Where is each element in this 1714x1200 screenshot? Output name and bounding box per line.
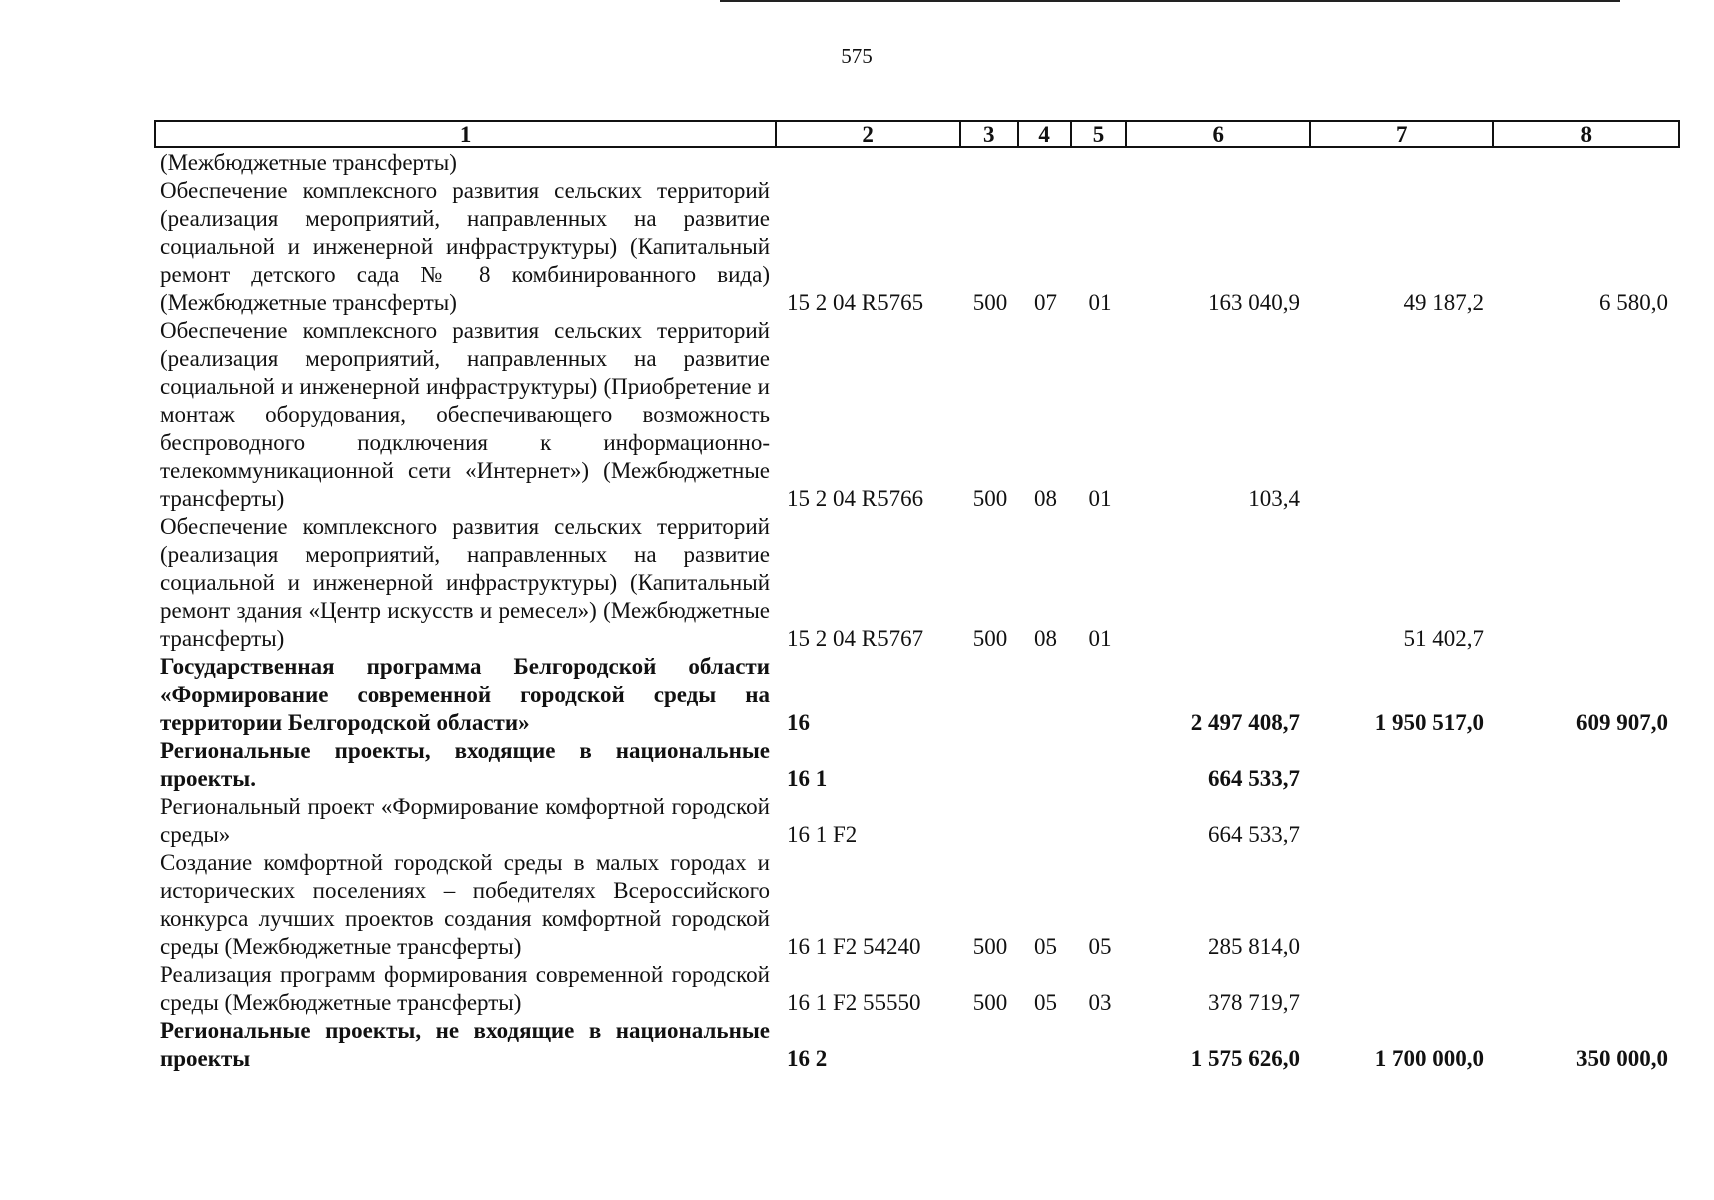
row-col3: 500 [972, 990, 1008, 1015]
row-value-6: 378 719,7 [1208, 990, 1300, 1015]
column-header-2: 2 [777, 122, 961, 146]
row-name: Обеспечение комплексного развития сельских территорий (реализация мероприятий, направленных на развитие социальной и инженерной инфраструктуры) (Капитальный ремонт детского сада № 8 комбинированного вида) (Межбюджетные трансферты) [160, 178, 770, 315]
row-col4: 08 [1034, 486, 1057, 511]
row-value-6: 2 497 408,7 [1190, 710, 1300, 735]
row-code: 16 [787, 710, 810, 735]
table-body [154, 149, 1680, 1073]
table-row [154, 653, 1680, 737]
row-value-8: 6 580,0 [1599, 290, 1668, 315]
table-row [154, 737, 1680, 793]
row-col4: 08 [1034, 626, 1057, 651]
row-value-7: 49 187,2 [1403, 290, 1484, 315]
column-header-8: 8 [1580, 122, 1592, 147]
row-col5: 01 [1088, 290, 1112, 315]
row-value-7: 1 700 000,0 [1374, 1046, 1484, 1071]
row-name: Обеспечение комплексного развития сельских территорий (реализация мероприятий, направленных на развитие социальной и инженерной инфраструктуры) (Приобретение и монтаж оборудования, обеспечивающего возможность беспроводного подключения к информационно-телекоммуникационной сети «Интернет») (Межбюджетные трансферты) [160, 318, 770, 511]
row-value-6: 664 533,7 [1208, 766, 1300, 791]
table-row [154, 1017, 1680, 1073]
row-value-8: 350 000,0 [1576, 1046, 1668, 1071]
column-header-1: 1 [156, 122, 777, 146]
row-col3: 500 [972, 934, 1008, 959]
row-value-6: 285 814,0 [1208, 934, 1300, 959]
row-value-6: 664 533,7 [1208, 822, 1300, 847]
table-row [154, 793, 1680, 849]
row-col5: 01 [1088, 486, 1112, 511]
row-col3: 500 [972, 290, 1008, 315]
row-col5: 05 [1088, 934, 1112, 959]
row-col4: 05 [1034, 990, 1057, 1015]
row-col5: 03 [1088, 990, 1112, 1015]
table-header [154, 120, 1680, 148]
row-code: 15 2 04 R5765 [787, 290, 924, 315]
table-row [154, 177, 1680, 317]
row-col4: 05 [1034, 934, 1057, 959]
table-row [154, 317, 1680, 513]
table-row [154, 961, 1680, 1017]
row-code: 16 1 F2 [787, 822, 858, 847]
row-value-7: 51 402,7 [1403, 626, 1484, 651]
column-header-6: 6 [1127, 122, 1311, 146]
row-code: 15 2 04 R5767 [787, 626, 924, 651]
row-value-8: 609 907,0 [1576, 710, 1668, 735]
row-code: 16 1 F2 55550 [787, 990, 921, 1015]
row-col4: 07 [1034, 290, 1057, 315]
page-number: 575 [841, 44, 873, 68]
row-code: 16 1 [787, 766, 828, 791]
table-row [154, 513, 1680, 653]
row-name: Региональные проекты, не входящие в национальные проекты [160, 1018, 770, 1071]
row-name: Обеспечение комплексного развития сельских территорий (реализация мероприятий, направленных на развитие социальной и инженерной инфраструктуры) (Капитальный ремонт здания «Центр искусств и ремесел») (Межбюджетные трансферты) [160, 514, 770, 651]
top-scan-rule [720, 0, 1620, 2]
column-header-7: 7 [1311, 122, 1495, 146]
row-name: Региональный проект «Формирование комфортной городской среды» [160, 794, 770, 847]
row-name: Реализация программ формирования современной городской среды (Межбюджетные трансферты) [160, 962, 770, 1015]
row-value-6: 103,4 [1248, 486, 1300, 511]
row-col3: 500 [972, 486, 1008, 511]
row-code: 16 2 [787, 1046, 828, 1071]
column-header-5: 5 [1072, 122, 1128, 146]
column-header-3: 3 [961, 122, 1019, 146]
table-row [154, 849, 1680, 961]
row-name: Региональные проекты, входящие в национальные проекты. [160, 738, 770, 791]
row-name: (Межбюджетные трансферты) [160, 150, 457, 175]
row-col5: 01 [1088, 626, 1112, 651]
column-header-4: 4 [1019, 122, 1072, 146]
row-code: 16 1 F2 54240 [787, 934, 921, 959]
row-name: Создание комфортной городской среды в малых городах и исторических поселениях – победителях Всероссийского конкурса лучших проектов создания комфортной городской среды (Межбюджетные трансферты) [160, 850, 770, 959]
row-value-6: 1 575 626,0 [1190, 1046, 1300, 1071]
row-code: 15 2 04 R5766 [787, 486, 924, 511]
row-col3: 500 [972, 626, 1008, 651]
row-value-7: 1 950 517,0 [1374, 710, 1484, 735]
row-value-6: 163 040,9 [1208, 290, 1300, 315]
table-row [154, 149, 1680, 177]
row-name: Государственная программа Белгородской области «Формирование современной городской среды на территории Белгородской области» [160, 654, 770, 735]
